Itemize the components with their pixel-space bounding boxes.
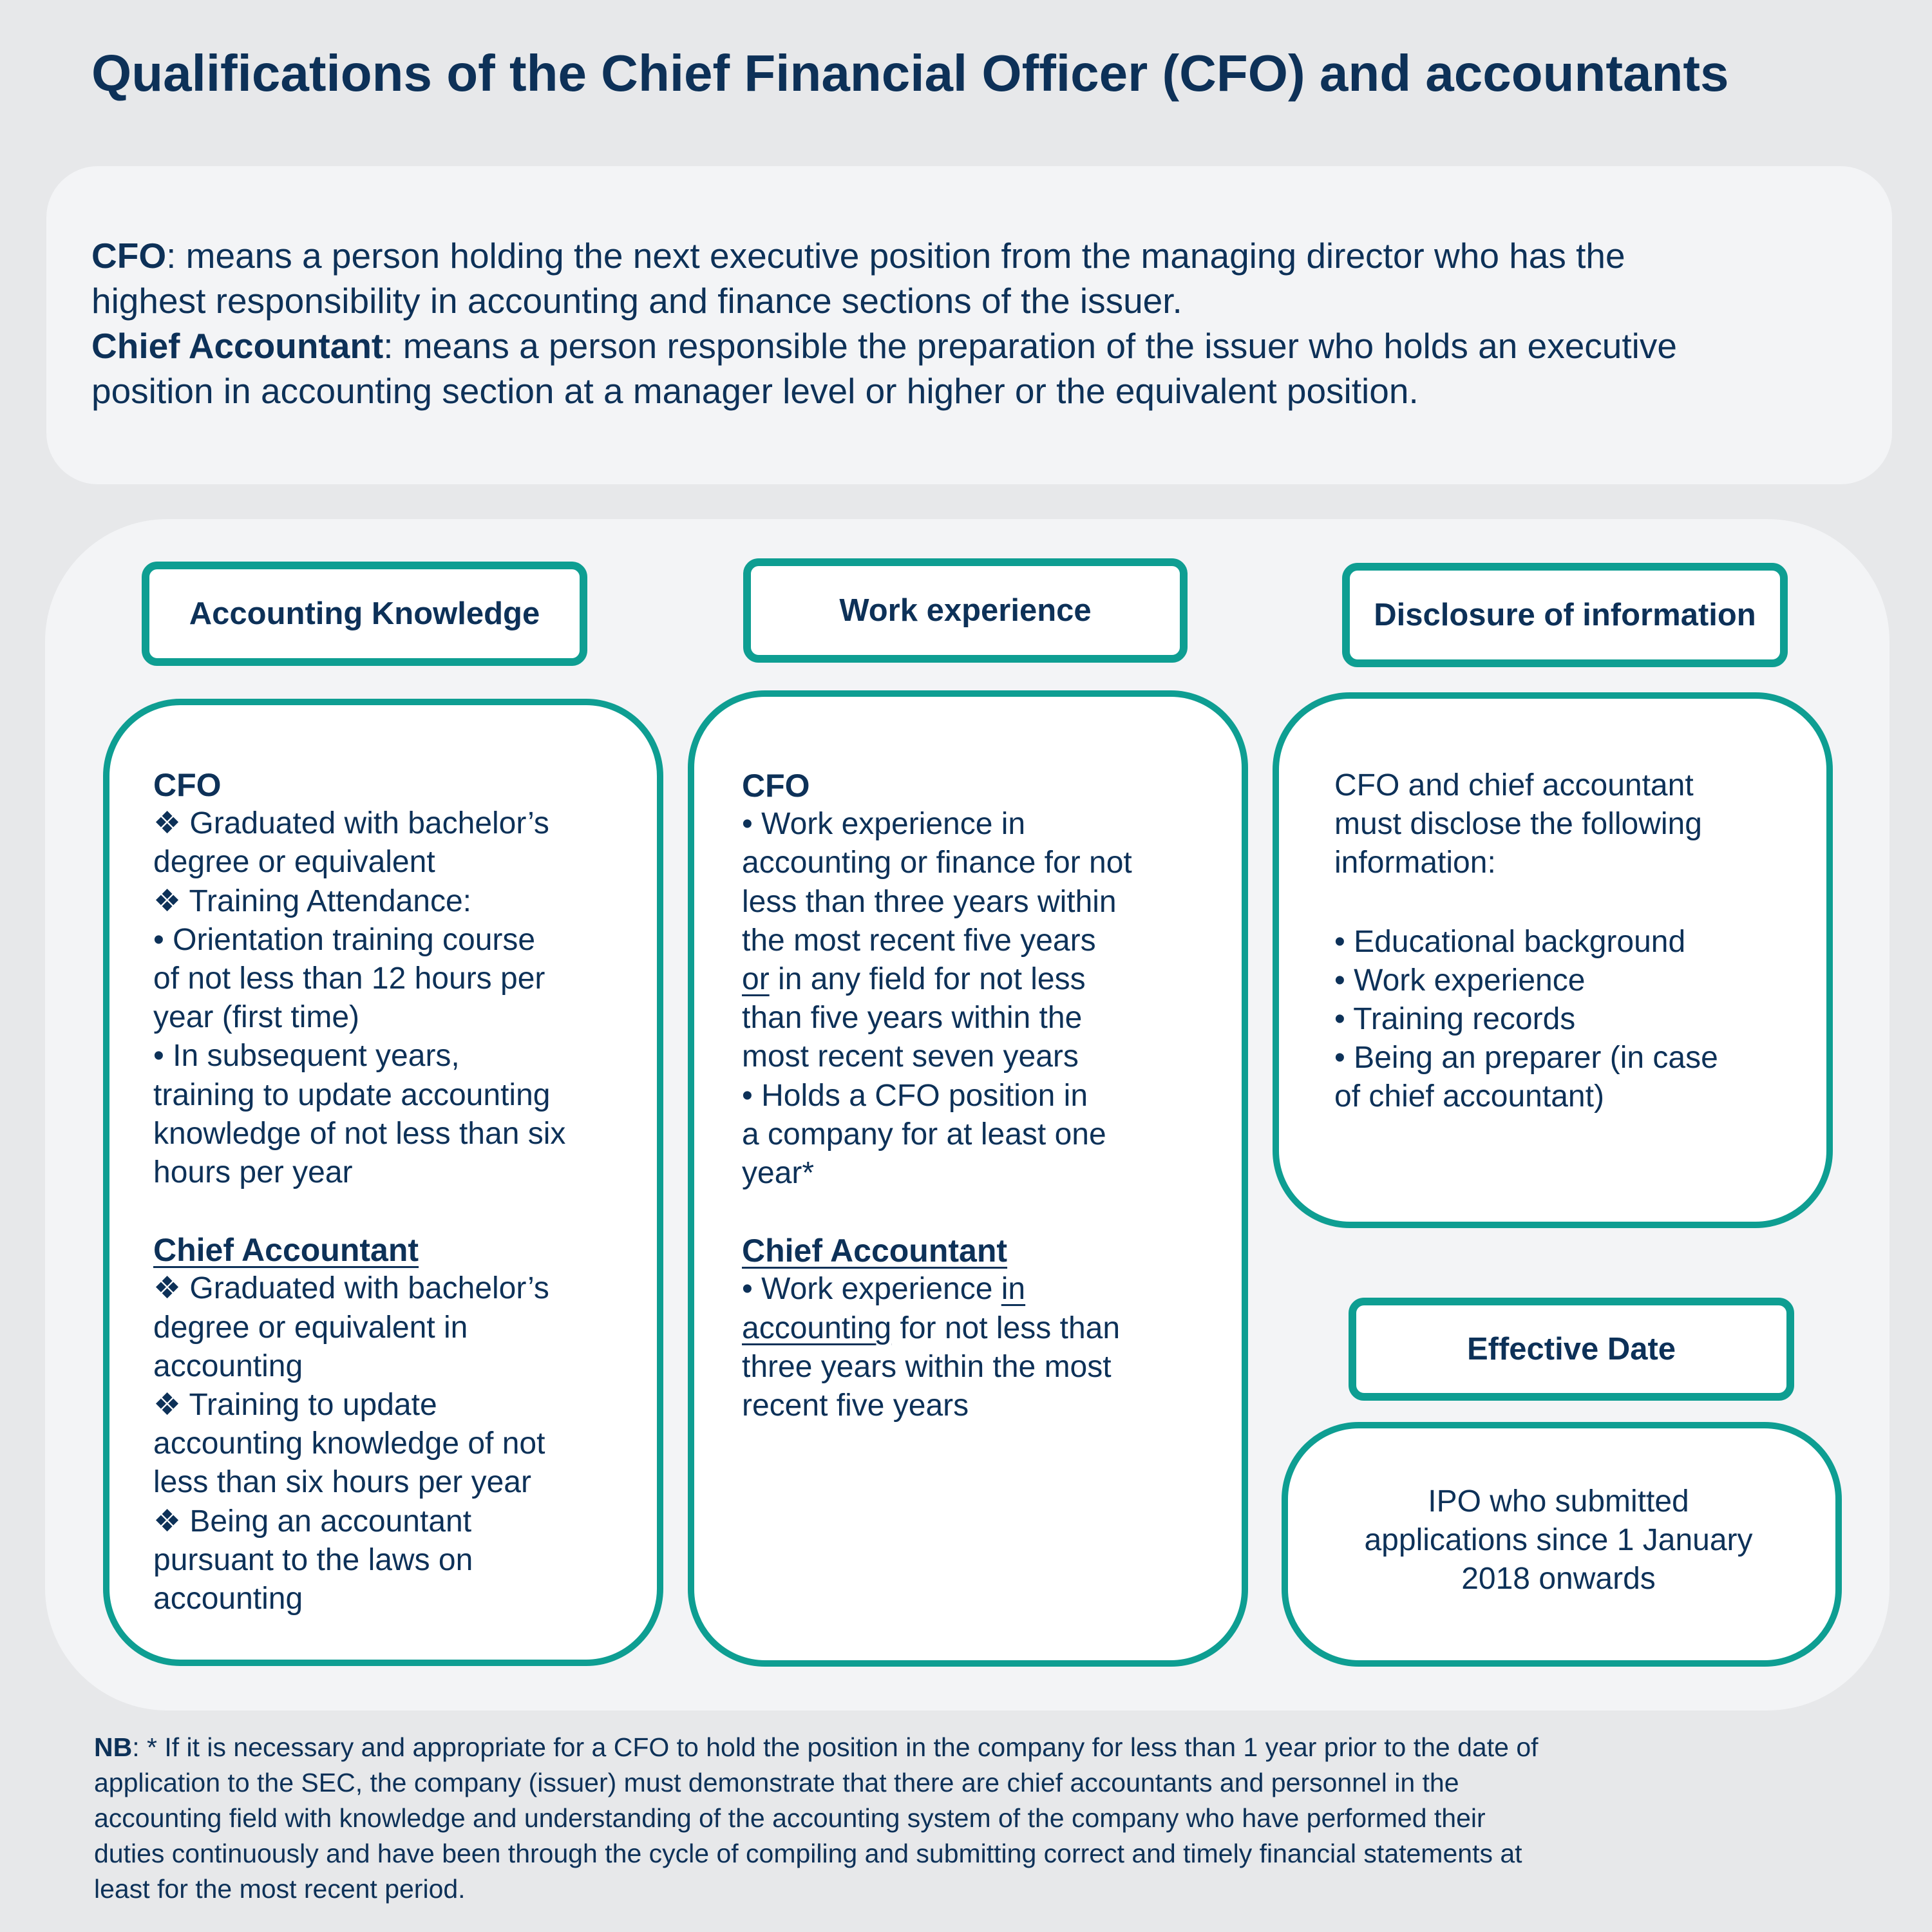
footnote-line: application to the SEC, the company (issuer) must demonstrate that there are chief accountants and personnel in the	[94, 1768, 1459, 1797]
we-cfo-line: • Holds a CFO position in	[742, 1078, 1088, 1113]
ak-cfo-line: training to update accounting	[153, 1077, 551, 1112]
we-cfo-line: year*	[742, 1156, 815, 1191]
chief-definition-line-1	[91, 323, 1847, 368]
effective-date-line: applications since 1 January	[1364, 1523, 1753, 1558]
ak-cfo-line: ❖ Training Attendance:	[153, 884, 472, 918]
footnote-text: : * If it is necessary and appropriate for a CFO to hold the position in the company for less than 1 year prior to the date of	[132, 1732, 1539, 1762]
chief-definition-line-2: position in accounting section at a manager level or higher or the equivalent position.	[91, 371, 1419, 411]
ak-cfo-line: of not less than 12 hours per	[153, 961, 545, 996]
chief-accountant-term: Chief Accountant	[91, 326, 384, 366]
disclosure-item: • Training records	[1334, 1002, 1576, 1037]
effective-date-line: 2018 onwards	[1461, 1562, 1656, 1596]
we-chief-line	[742, 1270, 1231, 1309]
we-cfo-line: accounting or finance for not	[742, 846, 1132, 880]
disclosure-intro-line: CFO and chief accountant	[1334, 768, 1694, 802]
ak-chief-line: less than six hours per year	[153, 1465, 531, 1500]
ak-cfo-line: • In subsequent years,	[153, 1039, 460, 1074]
footnote-label: NB	[94, 1732, 133, 1762]
ak-cfo-heading: CFO	[153, 767, 222, 803]
work-experience-content	[742, 766, 1231, 1425]
we-chief-line: three years within the most	[742, 1349, 1112, 1384]
disclosure-item: • Being an preparer (in case	[1334, 1041, 1718, 1075]
disclosure-intro-line: must disclose the following	[1334, 807, 1702, 842]
ak-cfo-line: year (first time)	[153, 1000, 360, 1035]
we-chief-text: for not less than	[891, 1311, 1121, 1345]
ak-cfo-line: hours per year	[153, 1155, 353, 1190]
cfo-definition-line-1	[91, 233, 1847, 278]
effective-date-header: Effective Date	[1349, 1298, 1794, 1401]
spacer	[1334, 883, 1811, 923]
accounting-knowledge-header: Accounting Knowledge	[142, 562, 587, 666]
we-chief-emphasis: accounting	[742, 1311, 892, 1345]
effective-date-line: IPO who submitted	[1428, 1484, 1689, 1519]
footnote-line: duties continuously and have been through the cycle of compiling and submitting correct and timely financial statements at	[94, 1839, 1522, 1868]
ak-chief-line: accounting	[153, 1349, 303, 1383]
ak-chief-heading: Chief Accountant	[153, 1232, 419, 1269]
we-chief-line: recent five years	[742, 1388, 969, 1423]
definitions-panel	[46, 166, 1892, 484]
work-experience-header: Work experience	[743, 558, 1188, 663]
we-cfo-line: than five years within the	[742, 1001, 1083, 1036]
footnote	[94, 1730, 1859, 1907]
we-cfo-line: the most recent five years	[742, 923, 1096, 958]
page-title: Qualifications of the Chief Financial Officer (CFO) and accountants	[91, 44, 1729, 102]
or-emphasis: or	[742, 962, 770, 997]
spacer	[153, 1192, 643, 1231]
footnote-line: accounting field with knowledge and understanding of the accounting system of the company who have performed their	[94, 1803, 1486, 1833]
ak-chief-line: ❖ Being an accountant	[153, 1504, 472, 1539]
ak-cfo-line: degree or equivalent	[153, 845, 435, 880]
ak-chief-line: accounting	[153, 1582, 303, 1616]
ak-chief-line: ❖ Training to update	[153, 1388, 437, 1423]
spacer	[742, 1193, 1231, 1231]
cfo-definition-line-2: highest responsibility in accounting and finance sections of the issuer.	[91, 281, 1182, 321]
we-cfo-line: less than three years within	[742, 884, 1117, 919]
we-cfo-line: • Work experience in	[742, 807, 1026, 842]
effective-date-content	[1314, 1482, 1803, 1599]
cfo-term: CFO	[91, 236, 167, 276]
we-chief-emphasis: in	[1001, 1272, 1026, 1307]
we-chief-text: • Work experience	[742, 1272, 1001, 1307]
disclosure-item: • Educational background	[1334, 924, 1686, 959]
disclosure-item: of chief accountant)	[1334, 1079, 1604, 1114]
ak-chief-line: ❖ Graduated with bachelor’s	[153, 1271, 549, 1306]
ak-chief-line: accounting knowledge of not	[153, 1426, 545, 1461]
we-cfo-heading: CFO	[742, 768, 810, 804]
cfo-definition-text: : means a person holding the next executive position from the managing director who has the	[166, 236, 1625, 276]
disclosure-item: • Work experience	[1334, 963, 1586, 998]
disclosure-content	[1334, 766, 1811, 1117]
chief-definition-text: : means a person responsible the preparation of the issuer who holds an executive	[383, 326, 1677, 366]
ak-chief-line: pursuant to the laws on	[153, 1542, 473, 1577]
we-chief-line	[742, 1309, 1231, 1348]
or-line-text: in any field for not less	[769, 962, 1086, 997]
accounting-knowledge-content	[153, 766, 643, 1618]
ak-cfo-line: knowledge of not less than six	[153, 1116, 566, 1151]
footnote-line	[94, 1730, 1859, 1765]
ak-cfo-line: • Orientation training course	[153, 922, 536, 957]
disclosure-intro-line: information:	[1334, 846, 1496, 880]
footnote-line: least for the most recent period.	[94, 1874, 466, 1904]
we-cfo-line: most recent seven years	[742, 1039, 1079, 1074]
we-cfo-line: a company for at least one	[742, 1117, 1106, 1151]
disclosure-header: Disclosure of information	[1342, 563, 1788, 667]
ak-chief-line: degree or equivalent in	[153, 1310, 468, 1345]
we-cfo-line	[742, 960, 1231, 999]
ak-cfo-line: ❖ Graduated with bachelor’s	[153, 806, 549, 841]
we-chief-heading: Chief Accountant	[742, 1233, 1008, 1269]
